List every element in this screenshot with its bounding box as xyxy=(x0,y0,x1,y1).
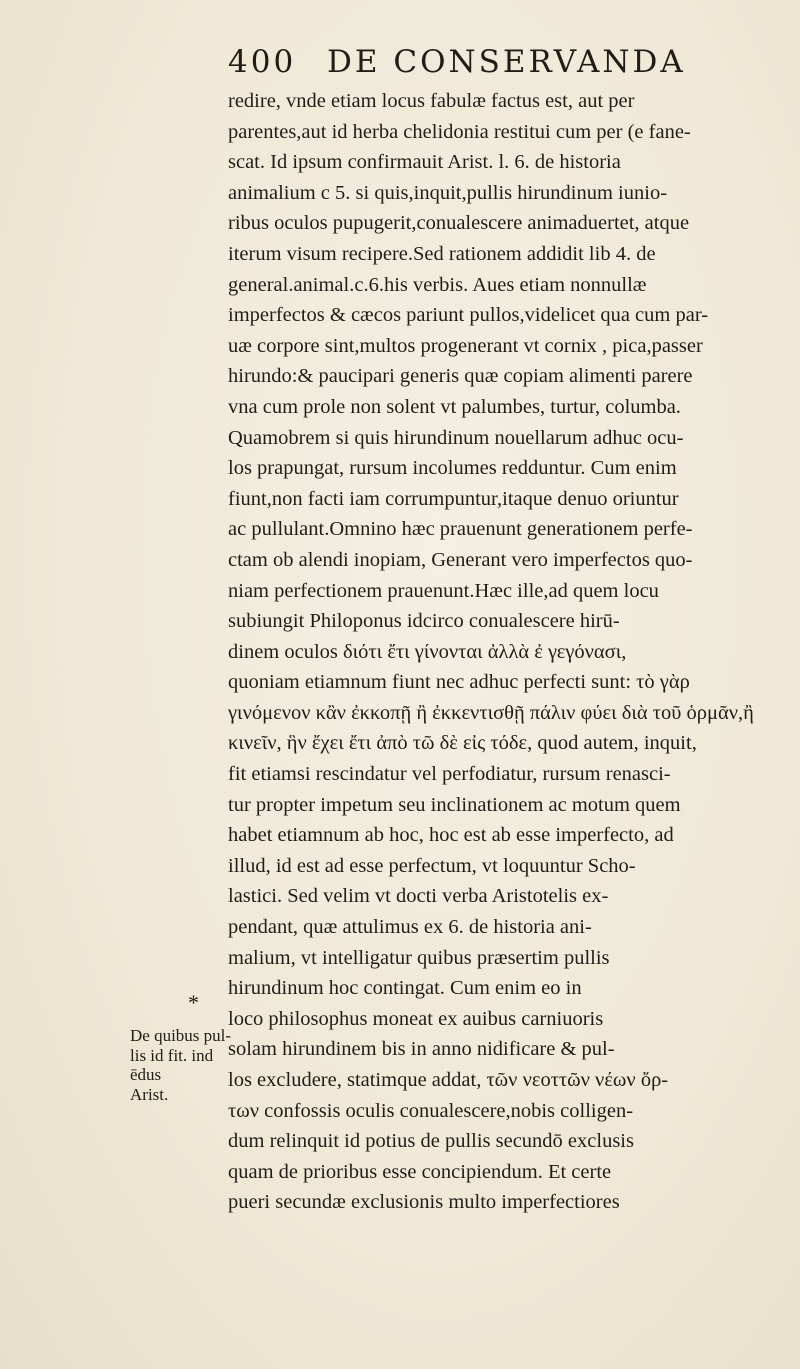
text-line: Quamobrem si quis hirundinum nouellarum adhuc ocu- xyxy=(228,426,684,449)
text-line: quoniam etiamnum fiunt nec adhuc perfecti sunt: τὸ γὰρ xyxy=(228,671,690,694)
margin-note-line: lis id fit. ind xyxy=(130,1045,214,1065)
margin-note-line: ēdus xyxy=(130,1065,162,1084)
text-line: hirundinum hoc contingat. Cum enim eo in xyxy=(228,977,582,1000)
text-line: loco philosophus moneat ex auibus carniuoris xyxy=(228,1007,604,1030)
text-line: iterum visum recipere.Sed rationem addidit lib 4. de xyxy=(228,242,656,265)
text-line: ac pullulant.Omnino hæc prauenunt generationem perfe- xyxy=(228,518,693,541)
text-line: pueri secundæ exclusionis multo imperfectiores xyxy=(228,1191,620,1214)
text-line: los excludere, statimque addat, τῶν νεοττῶν νέων ὄρ- xyxy=(228,1069,669,1091)
text-line: fiunt,non facti iam corrumpuntur,itaque denuo oriuntur xyxy=(228,487,679,510)
text-line: ribus oculos pupugerit,conualescere animaduertet, atque xyxy=(228,212,690,235)
text-line: malium, vt intelligatur quibus præsertim pullis xyxy=(228,946,610,969)
text-line: lastici. Sed velim vt docti verba Aristotelis ex- xyxy=(228,885,609,908)
text-line: scat. Id ipsum confirmauit Arist. l. 6. de historia xyxy=(228,151,621,174)
text-line: dinem oculos διότι ἔτι γίνονται ἀλλὰ ἐ γεγόνασι, xyxy=(228,640,627,663)
text-line: fit etiamsi rescindatur vel perfodiatur, rursum renasci- xyxy=(228,763,671,786)
text-line: subiungit Philoponus idcirco conualescere hirū- xyxy=(228,610,620,633)
text-line: hirundo:& paucipari generis quæ copiam alimenti parere xyxy=(228,365,693,388)
text-line: niam perfectionem prauenunt.Hæc ille,ad quem locu xyxy=(228,579,659,602)
body-text xyxy=(228,86,783,1218)
text-line: quam de prioribus esse concipiendum. Et certe xyxy=(228,1160,612,1183)
text-line: tur propter impetum seu inclinationem ac motum quem xyxy=(228,793,681,816)
margin-note-line: Arist. xyxy=(130,1084,169,1104)
text-line: των confossis oculis conualescere,nobis colligen- xyxy=(228,1099,634,1122)
text-line: illud, id est ad esse perfectum, vt loquuntur Scho- xyxy=(228,854,636,877)
page-number: 400 xyxy=(228,44,297,80)
page-header xyxy=(228,44,748,80)
text-line: κινεῖν, ἣν ἔχει ἔτι ἀπὸ τῶ δὲ εἰς τόδε, quod autem, inquit, xyxy=(228,732,697,755)
margin-note-line: De quibus pul- xyxy=(130,1026,232,1045)
text-line: redire, vnde etiam locus fabulæ factus est, aut per xyxy=(228,90,635,112)
text-line: vna cum prole non solent vt palumbes, turtur, columba. xyxy=(228,395,681,418)
margin-note xyxy=(130,1026,232,1104)
text-line: uæ corpore sint,multos progenerant vt cornix , pica,passer xyxy=(228,334,703,357)
text-line: parentes,aut id herba chelidonia restitui cum per (e fane- xyxy=(228,120,691,143)
text-line: general.animal.c.6.his verbis. Aues etiam nonnullæ xyxy=(228,273,647,296)
text-line: pendant, quæ attulimus ex 6. de historia ani- xyxy=(228,916,592,939)
text-line: animalium c 5. si quis,inquit,pullis hirundinum iunio- xyxy=(228,181,668,204)
text-line: habet etiamnum ab hoc, hoc est ab esse imperfecto, ad xyxy=(228,824,674,847)
running-title: DE CONSERVANDA xyxy=(327,44,686,80)
text-line: γινόμενον κἂν ἐκκοπῇ ἢ ἐκκεντισθῇ πάλιν φύει διὰ τοῦ ὁρμᾶν,ἢ xyxy=(228,701,754,724)
text-line: los prapungat, rursum incolumes redduntur. Cum enim xyxy=(228,457,677,480)
text-line: imperfectos & cæcos pariunt pullos,videlicet qua cum par- xyxy=(228,304,709,327)
text-line: ctam ob alendi inopiam, Generant vero imperfectos quo- xyxy=(228,548,693,571)
text-line: solam hirundinem bis in anno nidificare & pul- xyxy=(228,1038,615,1061)
text-line: dum relinquit id potius de pullis secundō exclusis xyxy=(228,1130,634,1153)
margin-mark: * xyxy=(188,990,199,1015)
